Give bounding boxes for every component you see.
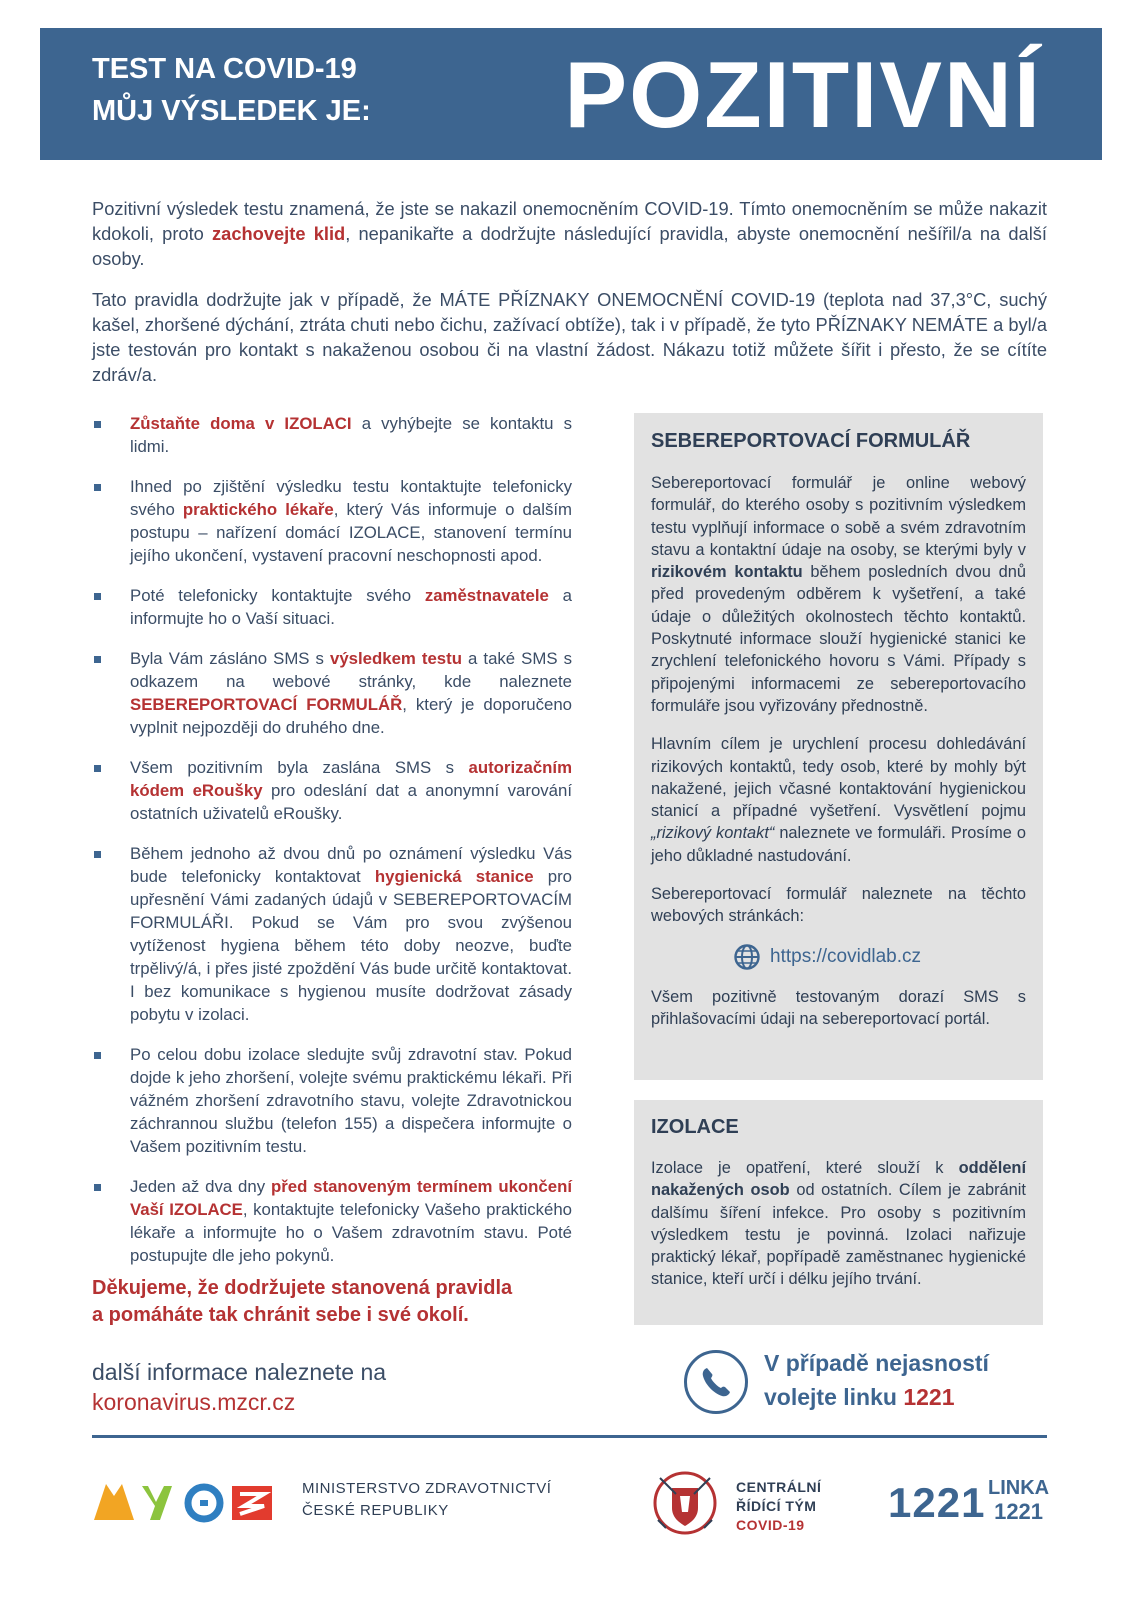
linka-label: LINKA 1221 <box>988 1477 1050 1524</box>
hotline-callout <box>684 1346 1054 1426</box>
list-item <box>92 412 572 458</box>
footer-divider <box>92 1435 1047 1438</box>
list-item <box>92 475 572 567</box>
hotline-line-2: volejte linku 1221 <box>764 1384 955 1410</box>
bullet-square-icon <box>94 851 101 858</box>
isolation-highlight: oddělení nakažených osob <box>651 1159 1026 1200</box>
bullet-text: pro odeslání dat a anonymní varování ostatních uživatelů eRoušky. <box>130 781 572 823</box>
bullet-text: Během jednoho až dvou dnů po oznámení výsledku Vás bude telefonicky kontaktovat <box>130 844 572 886</box>
crt-name: CENTRÁLNÍ ŘÍDÍCÍ TÝM COVID-19 <box>736 1479 822 1533</box>
thank-you-line-2: a pomáháte tak chránit sebe i své okolí. <box>92 1304 469 1326</box>
list-item <box>92 1175 572 1267</box>
bullet-highlight: doma v IZOLACI <box>210 414 352 433</box>
bullet-square-icon <box>94 421 101 428</box>
isolation-text: Izolace je opatření, které slouží k oddělení nakažených osob od ostatních. Cílem je zabránit dalšímu šíření infekce. Pro osoby s pozitivním výsledkem testu je povinná. Izolaci nařizuje praktický lékař, popřípadě zaměstnanec hygienické stanice, kteří určí i délku jejího trvání. <box>651 1159 1026 1289</box>
bullet-highlight: před stanoveným termínem ukončení Vaší IZOLACE <box>130 1177 572 1219</box>
intro-paragraph-1 <box>92 196 1047 271</box>
bullet-text: , kontaktujte telefonicky Vašeho praktického lékaře a informujte ho o Vašem zdravotním stavu. Poté postupujte dle jeho pokynů. <box>130 1200 572 1265</box>
banner-heading <box>92 48 371 132</box>
more-info <box>92 1357 386 1417</box>
self-report-box <box>634 413 1043 1080</box>
bullet-text: a informujte ho o Vaší situaci. <box>130 586 572 628</box>
intro-text: Pozitivní výsledek testu znamená, že jste se nakazil onemocněním COVID-19. Tímto onemocněním se může nakazit kdokoli, proto <box>92 198 1047 244</box>
thank-you-line-1: Děkujeme, že dodržujete stanovená pravidla <box>92 1277 513 1299</box>
bullet-text: , který Vás informuje o dalším postupu – nařízení domácí IZOLACE, stanovení termínu jejího ukončení, vystavení pracovní neschopnosti apod. <box>130 500 572 565</box>
list-item <box>92 1043 572 1158</box>
bullet-text: Po celou dobu izolace sledujte svůj zdravotní stav. Pokud dojde k jeho zhoršení, volejte svému praktickému lékaři. Při vážném zhoršení zdravotního stavu, volejte Zdravotnickou záchrannou službu (telefon 155) a dispečera informujte o Vašem pozitivním testu. <box>130 1045 572 1156</box>
crt-emblem <box>650 1468 720 1538</box>
bullet-square-icon <box>94 656 101 663</box>
hotline-line-1: V případě nejasností <box>764 1350 989 1376</box>
result-label: POZITIVNÍ <box>564 42 1042 147</box>
list-item <box>92 584 572 630</box>
intro-paragraph-2 <box>92 287 1047 387</box>
self-report-title: SEBEREPORTOVACÍ FORMULÁŘ <box>651 430 971 452</box>
list-item <box>92 756 572 825</box>
more-info-link[interactable]: koronavirus.mzcr.cz <box>92 1389 296 1415</box>
linka-1221-logo <box>888 1478 985 1528</box>
risk-contact-highlight: rizikovém kontaktu <box>651 563 803 582</box>
ministry-name: MINISTERSTVO ZDRAVOTNICTVÍ ČESKÉ REPUBLIKY <box>302 1480 552 1519</box>
list-item <box>92 842 572 1026</box>
intro-highlight: zachovejte klid <box>212 223 346 244</box>
more-info-text: další informace naleznete na <box>92 1359 387 1385</box>
banner-line-2: MŮJ VÝSLEDEK JE: <box>92 95 371 127</box>
self-report-p3: Sebereportovací formulář naleznete na těchto webových stránkách: <box>651 885 1026 926</box>
bullet-square-icon <box>94 484 101 491</box>
bullet-text: , který je doporučeno vyplnit nejpozději do druhého dne. <box>130 695 572 737</box>
bullet-highlight: SEBEREPORTOVACÍ FORMULÁŘ <box>130 695 403 714</box>
bullet-highlight: praktického lékaře <box>182 500 334 519</box>
bullet-square-icon <box>94 765 101 772</box>
bullet-text: Poté telefonicky kontaktujte svého <box>130 586 425 605</box>
ministry-logo <box>92 1476 282 1526</box>
instructions-list <box>92 412 572 1267</box>
bullet-text: a také SMS s odkazem na webové stránky, kde naleznete <box>130 649 572 691</box>
intro-p2-text: Tato pravidla dodržujte jak v případě, že MÁTE PŘÍZNAKY ONEMOCNĚNÍ COVID-19 (teplota nad 37,3°C, suchý kašel, zhoršené dýchání, ztráta chuti nebo čichu, zažívací obtíže), tak i v případě, že tyto PŘÍZNAKY NEMÁTE a byl/a jste testován pro kontakt s nakaženou osobou či na vlastní žádost. Nákazu totiž můžete šířit i přesto, že se cítíte zdráv/a. <box>92 289 1047 385</box>
hotline-text <box>764 1346 989 1414</box>
risk-contact-term: „rizikový kontakt“ <box>651 824 775 843</box>
bullet-text <box>200 414 210 433</box>
self-report-p1: Sebereportovací formulář je online webový formulář, do kterého osoby s pozitivním výsledkem testu vyplňují informace o sobě a svém zdravotním stavu a kontaktní údaje na osoby, se kterými byly v rizikovém kontaktu během posledních dvou dnů před provedeným odběrem k vyšetření, a také údaje o důležitých okolnostech těchto kontaktů. Poskytnuté informace slouží hygienické stanici ke zrychlení telefonického hovoru s Vámi. Případy s připojenými informacemi ze sebereportovacího formuláře jsou vyřizovány přednostně. <box>651 474 1026 715</box>
bullet-text: Ihned po zjištění výsledku testu kontaktujte telefonicky svého <box>130 477 572 519</box>
title-banner <box>40 28 1102 160</box>
hotline-number[interactable]: 1221 <box>903 1384 955 1410</box>
isolation-box <box>634 1100 1043 1325</box>
bullet-text: Byla Vám zásláno SMS s <box>130 649 330 668</box>
isolation-title: IZOLACE <box>651 1116 739 1138</box>
bullet-text: a vyhýbejte se kontaktu s lidmi. <box>130 414 573 456</box>
bullet-highlight: zaměstnavatele <box>424 586 549 605</box>
bullet-highlight: autorizačním kódem eRoušky <box>130 758 572 800</box>
self-report-p4: Všem pozitivně testovaným dorazí SMS s přihlašovacími údaji na sebereportovací portál. <box>651 987 1026 1028</box>
bullet-text: Všem pozitivním byla zaslána SMS s <box>130 758 469 777</box>
bullet-square-icon <box>94 593 101 600</box>
bullet-text: pro upřesnění Vámi zadaných údajů v SEBEREPORTOVACÍM FORMULÁŘI. Pokud se Vám pro svou zvýšenou vytíženost hygiena během této doby neozve, buďte trpělivý/á, i přes jisté zpoždění Vás bude určitě kontaktovat. I bez komunikace s hygienou musíte dodržovat zásady pobytu v izolaci. <box>130 867 572 1024</box>
bullet-square-icon <box>94 1184 101 1191</box>
covidlab-url[interactable]: https://covidlab.cz <box>770 945 922 967</box>
covidlab-link[interactable] <box>733 942 1026 972</box>
banner-line-1: TEST NA COVID-19 <box>92 53 357 85</box>
globe-icon <box>733 943 761 971</box>
bullet-highlight: Zůstaňte <box>130 414 200 433</box>
bullet-highlight: hygienická stanice <box>374 867 534 886</box>
list-item <box>92 647 572 739</box>
intro-text-end: , nepanikařte a dodržujte následující pravidla, abyste onemocnění nešířil/a na další osoby. <box>92 223 1047 269</box>
self-report-p2: Hlavním cílem je urychlení procesu dohledávání rizikových kontaktů, tedy osob, které by mohly být nakažené, jejich včasné kontaktování hygienickou stanicí a případné vyšetření. Vysvětlení pojmu „rizikový kontakt“ naleznete ve formuláři. Prosíme o jeho důkladné nastudování. <box>651 735 1026 865</box>
phone-icon <box>684 1350 748 1414</box>
bullet-highlight: výsledkem testu <box>330 649 462 668</box>
linka-logo-digits: 1221 <box>888 1479 986 1526</box>
bullet-text: Jeden až dva dny <box>130 1177 271 1196</box>
bullet-square-icon <box>94 1052 101 1059</box>
thank-you-note <box>92 1275 612 1329</box>
